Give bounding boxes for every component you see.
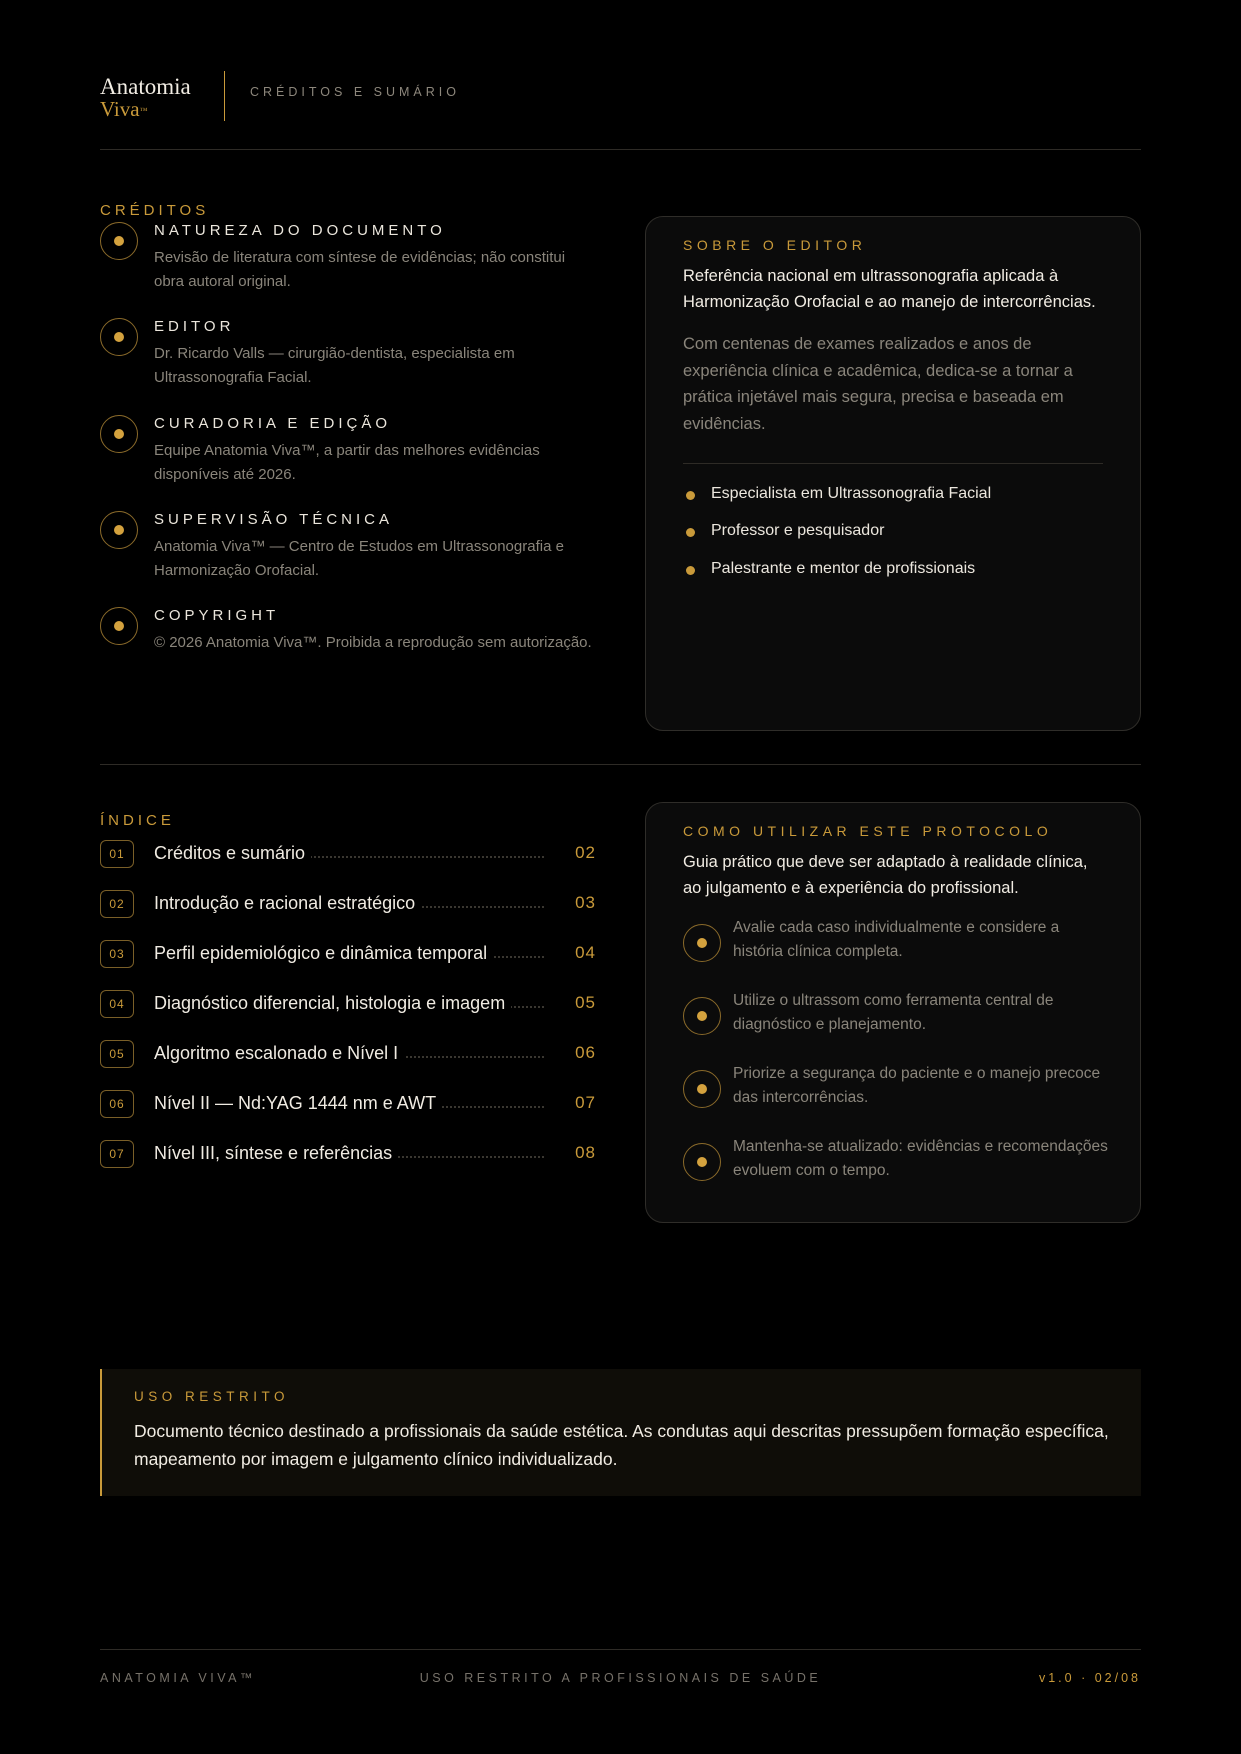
index-row[interactable] bbox=[100, 840, 596, 868]
index-row[interactable] bbox=[100, 890, 596, 918]
bullet-circle-icon bbox=[683, 1143, 721, 1181]
index-number: 02 bbox=[100, 890, 134, 918]
credit-text: © 2026 Anatomia Viva™. Proibida a reprodução sem autorização. bbox=[154, 634, 592, 651]
logo-trademark: ™ bbox=[139, 106, 148, 115]
logo-line-1: Anatomia bbox=[100, 74, 191, 99]
restricted-notice bbox=[100, 1369, 1141, 1496]
bullet-dot-icon bbox=[686, 566, 695, 575]
footer-notice: USO RESTRITO A PROFISSIONAIS DE SAÚDE bbox=[419, 1671, 822, 1685]
index-row[interactable] bbox=[100, 1140, 596, 1168]
logo bbox=[100, 76, 191, 120]
index-row[interactable] bbox=[100, 1090, 596, 1118]
credit-label: CURADORIA E EDIÇÃO bbox=[154, 415, 392, 432]
header-divider bbox=[224, 71, 225, 121]
footer-brand: ANATOMIA VIVA™ bbox=[100, 1671, 256, 1685]
protocol-card bbox=[645, 802, 1141, 1223]
credit-text: Equipe Anatomia Viva™, a partir das melhores evidências disponíveis até 2026. bbox=[154, 442, 540, 483]
bullet-circle-icon bbox=[683, 997, 721, 1035]
protocol-step-text: Utilize o ultrassom como ferramenta central de diagnóstico e planejamento. bbox=[733, 992, 1054, 1033]
index-label: Perfil epidemiológico e dinâmica temporal bbox=[154, 943, 493, 964]
credit-label: COPYRIGHT bbox=[154, 607, 280, 624]
credits-title: CRÉDITOS bbox=[100, 202, 210, 219]
index-page: 03 bbox=[575, 893, 596, 912]
bullet-circle-icon bbox=[683, 1070, 721, 1108]
credit-text: Dr. Ricardo Valls — cirurgião-dentista, especialista em Ultrassonografia Facial. bbox=[154, 345, 515, 386]
credit-label: NATUREZA DO DOCUMENTO bbox=[154, 222, 446, 239]
index-label: Algoritmo escalonado e Nível I bbox=[154, 1043, 404, 1064]
index-title: ÍNDICE bbox=[100, 812, 175, 829]
bullet-dot-icon bbox=[686, 491, 695, 500]
protocol-step-text: Priorize a segurança do paciente e o manejo precoce das intercorrências. bbox=[733, 1065, 1101, 1106]
page-header bbox=[100, 70, 1141, 150]
protocol-title: COMO UTILIZAR ESTE PROTOCOLO bbox=[683, 823, 1053, 839]
index-number: 04 bbox=[100, 990, 134, 1018]
footer-version: v1.0 · 02/08 bbox=[1038, 1671, 1141, 1685]
logo-line-2 bbox=[100, 98, 191, 120]
index-page: 08 bbox=[575, 1143, 596, 1162]
editor-bullet-text: Palestrante e mentor de profissionais bbox=[711, 560, 976, 577]
editor-title: SOBRE O EDITOR bbox=[683, 237, 867, 253]
restricted-text: Documento técnico destinado a profissionais da saúde estética. As condutas aqui descritas pressupõem formação específica, mapeamento por imagem e julgamento clínico individualizado. bbox=[134, 1421, 1109, 1469]
section-divider bbox=[100, 764, 1141, 765]
index-page: 04 bbox=[575, 943, 596, 962]
index-row[interactable] bbox=[100, 1040, 596, 1068]
bullet-circle-icon bbox=[100, 318, 138, 356]
index-number: 01 bbox=[100, 840, 134, 868]
credit-label: SUPERVISÃO TÉCNICA bbox=[154, 511, 393, 528]
bullet-circle-icon bbox=[683, 924, 721, 962]
index-number: 06 bbox=[100, 1090, 134, 1118]
credit-label: EDITOR bbox=[154, 318, 235, 335]
index-page: 06 bbox=[575, 1043, 596, 1062]
restricted-title: USO RESTRITO bbox=[134, 1389, 290, 1404]
bullet-circle-icon bbox=[100, 222, 138, 260]
bullet-circle-icon bbox=[100, 607, 138, 645]
bullet-circle-icon bbox=[100, 415, 138, 453]
credit-text: Revisão de literatura com síntese de evidências; não constitui obra autoral original. bbox=[154, 249, 566, 290]
index-page: 05 bbox=[575, 993, 596, 1012]
index-page: 02 bbox=[575, 843, 596, 862]
index-row[interactable] bbox=[100, 940, 596, 968]
page-subtitle: CRÉDITOS E SUMÁRIO bbox=[250, 85, 460, 99]
editor-bullet-text: Especialista em Ultrassonografia Facial bbox=[711, 485, 992, 502]
editor-lead: Referência nacional em ultrassonografia aplicada à Harmonização Orofacial e ao manejo de intercorrências. bbox=[683, 267, 1096, 311]
index-label: Nível II — Nd:YAG 1444 nm e AWT bbox=[154, 1093, 442, 1114]
index-label: Diagnóstico diferencial, histologia e imagem bbox=[154, 993, 511, 1014]
footer-divider bbox=[100, 1649, 1141, 1650]
editor-divider bbox=[683, 463, 1103, 464]
index-number: 03 bbox=[100, 940, 134, 968]
protocol-step-text: Avalie cada caso individualmente e considere a história clínica completa. bbox=[733, 919, 1060, 960]
editor-body: Com centenas de exames realizados e anos de experiência clínica e acadêmica, dedica-se a tornar a prática injetável mais segura, precisa e baseada em evidências. bbox=[683, 335, 1073, 433]
editor-bullet-text: Professor e pesquisador bbox=[711, 522, 885, 539]
index-row[interactable] bbox=[100, 990, 596, 1018]
logo-line-2-text: Viva bbox=[100, 97, 140, 121]
credit-text: Anatomia Viva™ — Centro de Estudos em Ultrassonografia e Harmonização Orofacial. bbox=[154, 538, 564, 579]
bullet-dot-icon bbox=[686, 528, 695, 537]
index-label: Introdução e racional estratégico bbox=[154, 893, 421, 914]
index-label: Nível III, síntese e referências bbox=[154, 1143, 398, 1164]
index-number: 05 bbox=[100, 1040, 134, 1068]
protocol-step-text: Mantenha-se atualizado: evidências e recomendações evoluem com o tempo. bbox=[733, 1138, 1108, 1179]
index-page: 07 bbox=[575, 1093, 596, 1112]
protocol-lead: Guia prático que deve ser adaptado à realidade clínica, ao julgamento e à experiência do profissional. bbox=[683, 853, 1088, 897]
bullet-circle-icon bbox=[100, 511, 138, 549]
index-number: 07 bbox=[100, 1140, 134, 1168]
editor-card bbox=[645, 216, 1141, 731]
index-label: Créditos e sumário bbox=[154, 843, 311, 864]
